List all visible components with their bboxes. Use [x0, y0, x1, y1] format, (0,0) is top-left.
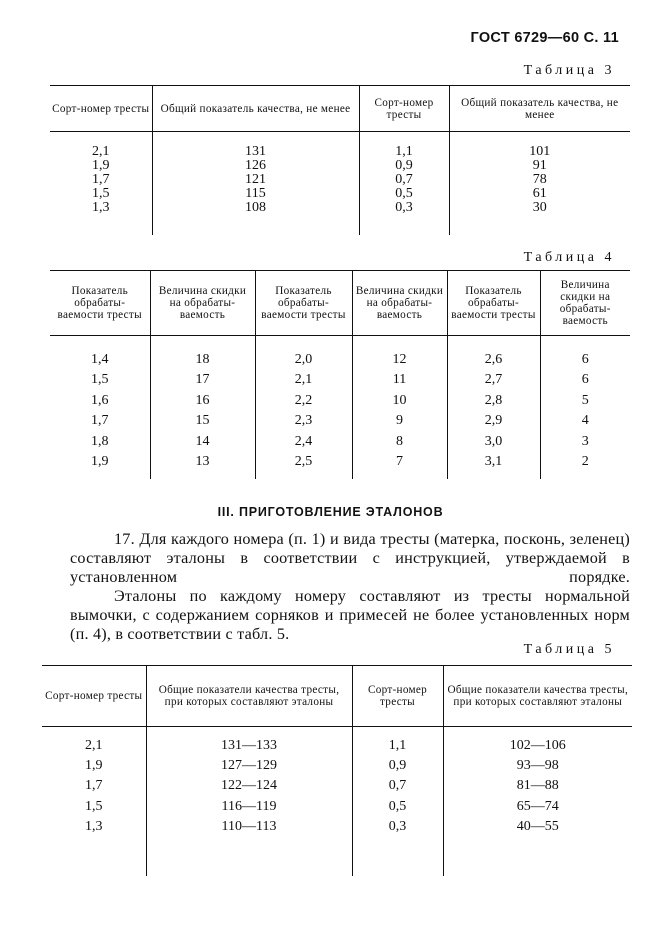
- table4-header: Величина скидки на обрабаты- ваемость: [150, 271, 255, 336]
- table-cell: 1,4: [91, 351, 109, 367]
- table-row: [50, 350, 630, 371]
- table-cell: 65—74: [443, 797, 632, 817]
- table-cell: 131: [152, 145, 359, 159]
- table-cell: 108: [152, 201, 359, 215]
- table-cell: 1,5: [92, 185, 110, 201]
- table-cell: 6: [540, 370, 630, 391]
- table-cell: 2,7: [447, 370, 540, 391]
- table-cell: 17: [150, 370, 255, 391]
- table-cell: 2,6: [447, 350, 540, 371]
- table-cell: 0,3: [352, 817, 443, 837]
- table-cell: 11: [352, 370, 447, 391]
- table-cell: 2,1: [92, 143, 110, 159]
- table-row: [50, 173, 630, 187]
- table5-header: Сорт-номер тресты: [352, 666, 443, 727]
- table3-header-row: [50, 86, 630, 132]
- table-row: [50, 201, 630, 215]
- table5-caption: Таблица 5: [523, 642, 615, 657]
- table-cell: 7: [352, 452, 447, 473]
- table-cell: 0,9: [352, 756, 443, 776]
- table-cell: 93—98: [443, 756, 632, 776]
- table-cell: 3,0: [447, 432, 540, 453]
- table-cell: 13: [150, 452, 255, 473]
- table-row: [42, 776, 632, 796]
- table-cell: 2,9: [447, 411, 540, 432]
- table4-header: Величина скидки на обрабаты- ваемость: [540, 271, 630, 336]
- table-row: [50, 452, 630, 473]
- table-cell: 12: [352, 350, 447, 371]
- table-cell: 122—124: [146, 776, 352, 796]
- table-cell: 127—129: [146, 756, 352, 776]
- table-row: [50, 370, 630, 391]
- table-cell: 3,1: [447, 452, 540, 473]
- table-cell: 1,1: [352, 736, 443, 756]
- table5: [42, 665, 632, 876]
- table-cell: 14: [150, 432, 255, 453]
- table-cell: 10: [352, 391, 447, 412]
- table5-header: Общие показатели качества тресты, при которых составляют эталоны: [146, 666, 352, 727]
- table-cell: 102—106: [443, 736, 632, 756]
- table-cell: 2,4: [255, 432, 352, 453]
- table3-caption: Таблица 3: [523, 63, 615, 78]
- table-cell: 0,7: [352, 776, 443, 796]
- table-cell: 2,1: [255, 370, 352, 391]
- page-header: ГОСТ 6729—60 С. 11: [470, 30, 619, 46]
- table-row: [42, 756, 632, 776]
- table-cell: 15: [150, 411, 255, 432]
- table-row: [50, 187, 630, 201]
- table-cell: 4: [540, 411, 630, 432]
- table-cell: 1,7: [91, 413, 109, 429]
- table-cell: 2,5: [255, 452, 352, 473]
- table-cell: 110—113: [146, 817, 352, 837]
- table-row: [42, 736, 632, 756]
- table-cell: 0,9: [359, 159, 449, 173]
- table-row: [50, 391, 630, 412]
- table3-header: Сорт-номер тресты: [50, 86, 152, 132]
- table-cell: 126: [152, 159, 359, 173]
- section-title: III. ПРИГОТОВЛЕНИЕ ЭТАЛОНОВ: [217, 505, 444, 519]
- table-cell: 16: [150, 391, 255, 412]
- table3-header: Общий показатель качества, не менее: [449, 86, 630, 132]
- table-cell: 30: [449, 201, 630, 215]
- table-row: [50, 145, 630, 159]
- table4-caption: Таблица 4: [523, 250, 615, 265]
- table-cell: 1,5: [91, 372, 109, 388]
- table-cell: 0,3: [359, 201, 449, 215]
- table-cell: 3: [540, 432, 630, 453]
- table4-header: Показатель обрабаты- ваемости тресты: [50, 271, 150, 336]
- table4: [50, 270, 630, 479]
- table-cell: 0,5: [359, 187, 449, 201]
- table-row: [42, 817, 632, 837]
- table-cell: 91: [449, 159, 630, 173]
- table4-header: Показатель обрабаты- ваемости тресты: [255, 271, 352, 336]
- table-cell: 0,5: [352, 797, 443, 817]
- table-cell: 6: [540, 350, 630, 371]
- table-cell: 2,3: [255, 411, 352, 432]
- paragraph-17: 17. Для каждого номера (п. 1) и вида тресты (матерка, посконь, зеленец) составляют эталоны в соответствии с инструкцией, утверждаемой в установленном порядке.: [70, 530, 630, 586]
- table4-header-row: [50, 271, 630, 336]
- table5-header-row: [42, 666, 632, 727]
- paragraph-standards: Эталоны по каждому номеру составляют из тресты нормальной вымочки, с содержанием сорняков и примесей не более установленных норм (п. 4), в соответствии с табл. 5.: [70, 587, 630, 643]
- table-cell: 131—133: [146, 736, 352, 756]
- table-cell: 115: [152, 187, 359, 201]
- table-cell: 40—55: [443, 817, 632, 837]
- table-cell: 1,9: [91, 454, 109, 470]
- table-cell: 1,6: [91, 392, 109, 408]
- table-cell: 0,7: [359, 173, 449, 187]
- table-cell: 9: [352, 411, 447, 432]
- table-cell: 2,2: [255, 391, 352, 412]
- table5-header: Сорт-номер тресты: [42, 666, 146, 727]
- table-cell: 1,3: [92, 199, 110, 215]
- table-cell: 1,1: [359, 145, 449, 159]
- table-cell: 1,9: [92, 157, 110, 173]
- table-cell: 2,0: [255, 350, 352, 371]
- table-row: [42, 797, 632, 817]
- table-cell: 2: [540, 452, 630, 473]
- table-cell: 18: [150, 350, 255, 371]
- table-cell: 2,8: [447, 391, 540, 412]
- table4-header: Показатель обрабаты- ваемости тресты: [447, 271, 540, 336]
- table-cell: 116—119: [146, 797, 352, 817]
- table3-header: Сорт-номер тресты: [359, 86, 449, 132]
- table-cell: 8: [352, 432, 447, 453]
- table-cell: 1,8: [91, 433, 109, 449]
- table3-header: Общий показатель качества, не менее: [152, 86, 359, 132]
- table-cell: 5: [540, 391, 630, 412]
- table4-header: Величина скидки на обрабаты- ваемость: [352, 271, 447, 336]
- table-cell: 78: [449, 173, 630, 187]
- table-row: [50, 411, 630, 432]
- table-cell: 121: [152, 173, 359, 187]
- table5-header: Общие показатели качества тресты, при которых составляют эталоны: [443, 666, 632, 727]
- table-row: [50, 432, 630, 453]
- table-cell: 1,3: [85, 819, 103, 835]
- table-cell: 2,1: [85, 737, 103, 753]
- table3: [50, 85, 630, 235]
- table-cell: 1,7: [92, 171, 110, 187]
- table-cell: 61: [449, 187, 630, 201]
- table-cell: 1,9: [85, 757, 103, 773]
- table-row: [50, 159, 630, 173]
- table-cell: 1,5: [85, 798, 103, 814]
- table-cell: 101: [449, 145, 630, 159]
- table-cell: 81—88: [443, 776, 632, 796]
- table-cell: 1,7: [85, 778, 103, 794]
